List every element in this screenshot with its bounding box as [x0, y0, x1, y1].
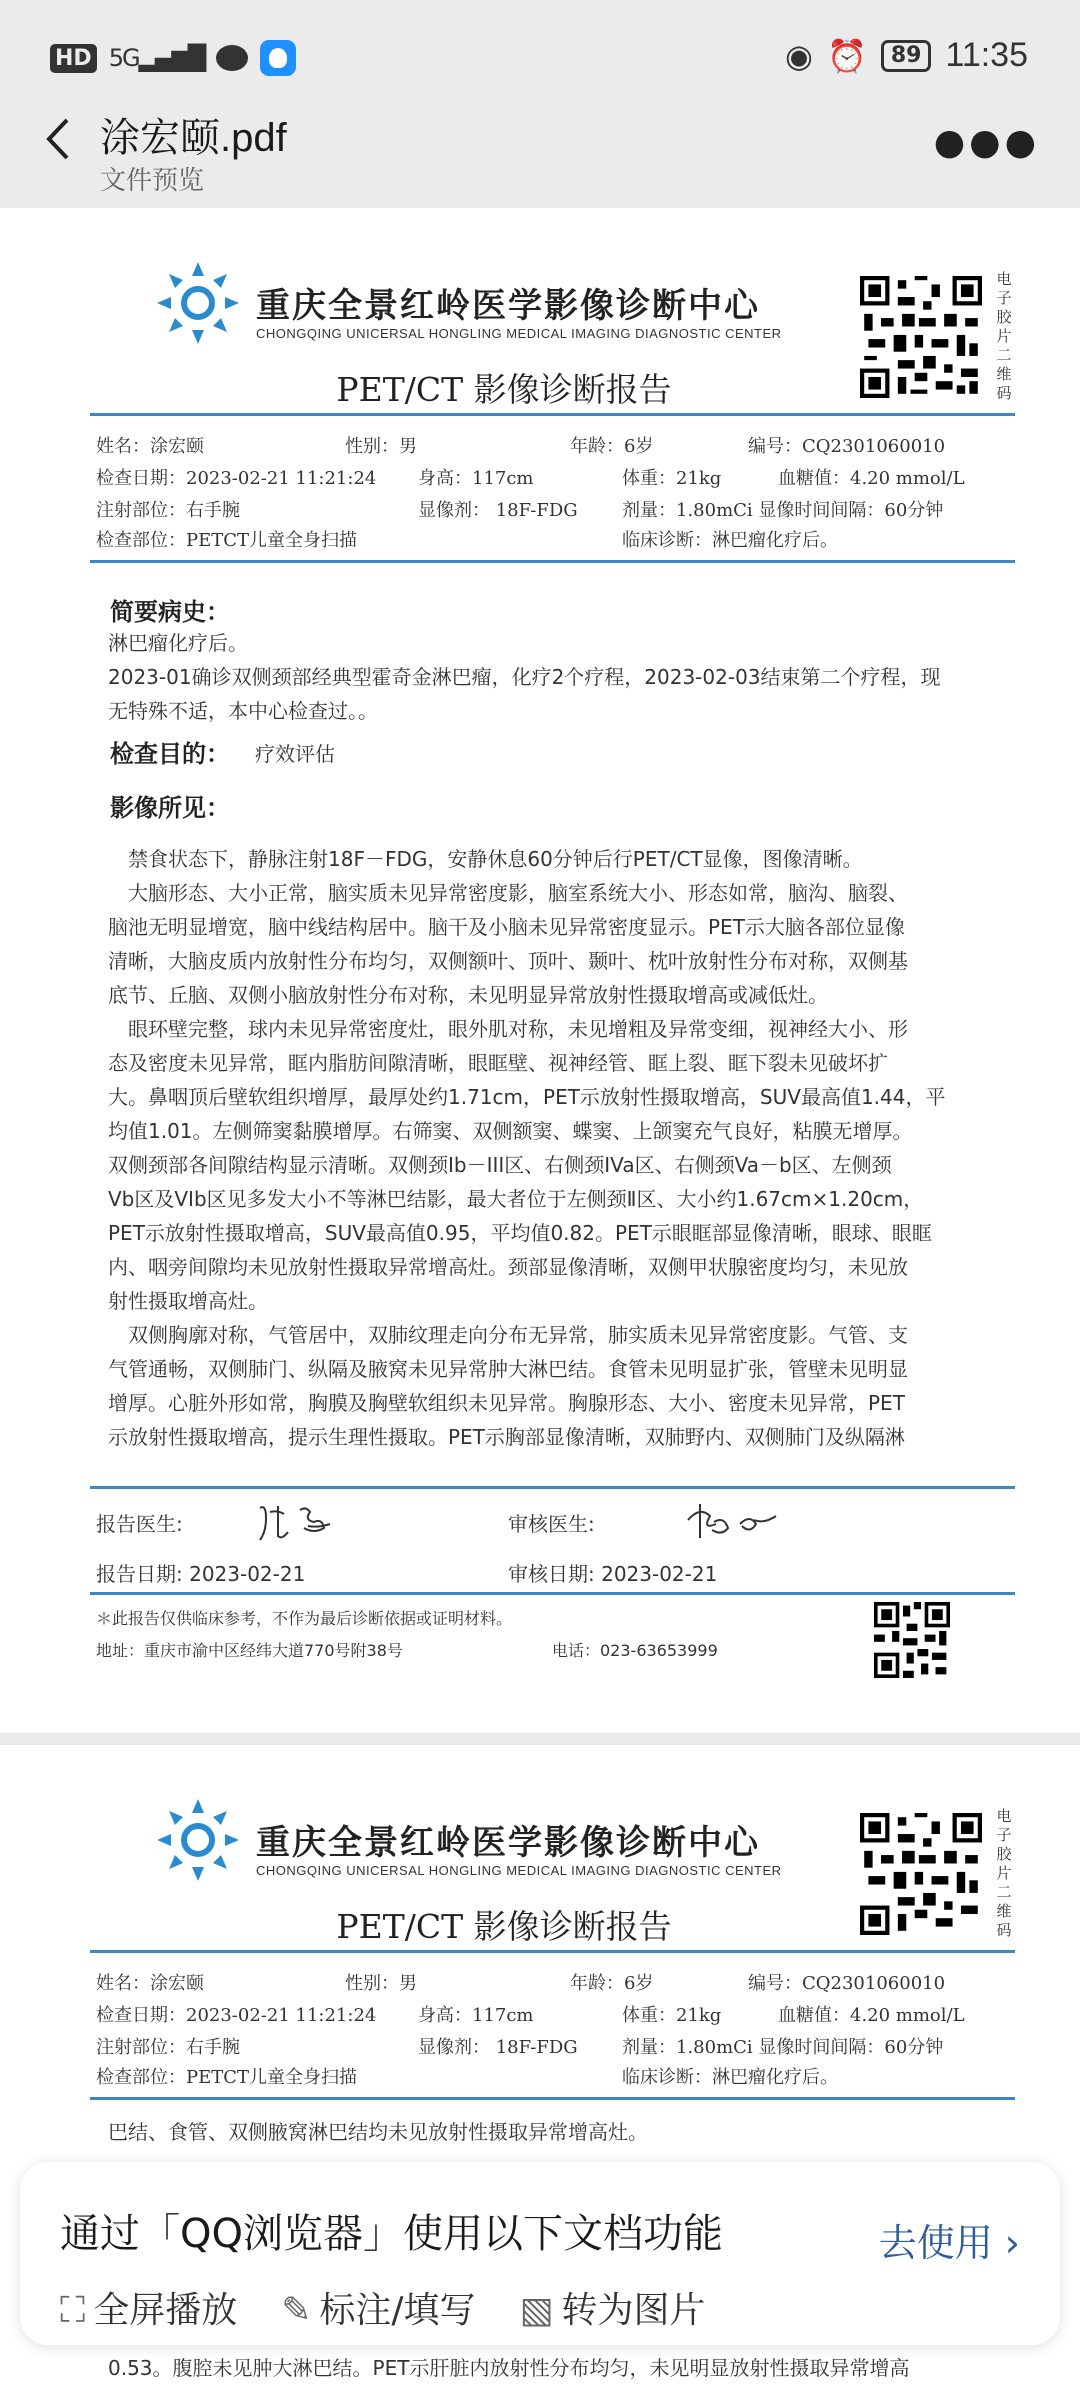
info-height: 身高：117cm [418, 468, 534, 489]
doctor-signature-icon [250, 1498, 350, 1548]
history-line: 淋巴瘤化疗后。 [108, 631, 248, 655]
divider [90, 1592, 1015, 1595]
info-number: 编号：CQ2301060010 [748, 1973, 946, 1994]
org-name-cn: 重庆全景红岭医学影像诊断中心 [256, 1823, 760, 1863]
page2-bottom-line: 0.53。腹腔未见肿大淋巴结。PET示肝脏内放射性分布均匀，未见明显放射性摄取异常增高 [108, 2356, 910, 2380]
alarm-icon: ⏰ [826, 36, 867, 75]
to-image-label: 转为图片 [561, 2290, 706, 2331]
message-icon [216, 45, 248, 71]
address: 地址：重庆市渝中区经纬大道770号附38号 [96, 1641, 403, 1660]
org-name-cn: 重庆全景红岭医学影像诊断中心 [256, 286, 760, 326]
report-title: PET/CT 影像诊断报告 [336, 370, 672, 409]
fullscreen-label: 全屏播放 [93, 2290, 238, 2331]
fullscreen-option[interactable] [60, 2282, 237, 2333]
findings-line: 脑池无明显增宽，脑中线结构居中。脑干及小脑未见异常密度显示。PET示大脑各部位显像 [108, 915, 905, 939]
findings-line: Vb区及VIb区见多发大小不等淋巴结影，最大者位于左侧颈Ⅱ区、大小约1.67cm×1.20cm， [108, 1187, 924, 1211]
divider [90, 413, 1015, 416]
eye-icon: ◉ [785, 36, 813, 75]
info-tracer: 显像剂： 18F-FDG [418, 2037, 578, 2058]
info-exam-date: 检查日期：2023-02-21 11:21:24 [96, 2005, 377, 2026]
divider [90, 560, 1015, 563]
findings-line: 双侧胸廓对称，气管居中，双肺纹理走向分布无异常，肺实质未见异常密度影。气管、支 [108, 1323, 908, 1347]
info-tracer: 显像剂： 18F-FDG [418, 500, 578, 521]
info-dose: 剂量：1.80mCi 显像时间间隔：60分钟 [622, 2037, 944, 2058]
info-exam-part: 检查部位：PETCT儿童全身扫描 [96, 2067, 358, 2088]
info-name: 姓名：涂宏颐 [96, 1973, 204, 1994]
findings-line: PET示放射性摄取增高，SUV最高值0.95，平均值0.82。PET示眼眶部显像清晰，眼球、眼眶 [108, 1221, 932, 1245]
phone: 电话：023-63653999 [552, 1641, 718, 1660]
qr-label: 电子胶片二维码 [996, 1807, 1012, 1939]
divider [90, 1486, 1015, 1489]
hd-badge: HD [50, 44, 97, 73]
purpose-text: 疗效评估 [255, 742, 335, 766]
history-heading: 简要病史： [110, 598, 230, 626]
info-number: 编号：CQ2301060010 [748, 436, 946, 457]
disclaimer: ＊此报告仅供临床参考，不作为最后诊断依据或证明材料。 [96, 1609, 513, 1628]
fullscreen-icon: ⛶ [60, 2290, 86, 2331]
footer-qr-code-icon [874, 1602, 950, 1678]
status-time: 11:35 [945, 36, 1028, 74]
battery-indicator: 89 [881, 40, 932, 72]
qq-app-icon [260, 40, 296, 76]
findings-line: 清晰，大脑皮质内放射性分布均匀，双侧额叶、顶叶、颞叶、枕叶放射性分布对称，双侧基 [108, 949, 908, 973]
network-label: 5G [108, 44, 139, 72]
findings-line: 大。鼻咽顶后壁软组织增厚，最厚处约1.71cm，PET示放射性摄取增高，SUV最高值1.44，平 [108, 1085, 946, 1109]
info-gender: 性别：男 [345, 436, 417, 457]
review-date: 审核日期: 2023-02-21 [508, 1562, 718, 1586]
more-icon: ●●● [933, 122, 1040, 163]
annotate-label: 标注/填写 [319, 2290, 476, 2331]
chevron-right-icon: › [1004, 2221, 1020, 2265]
history-text [108, 626, 988, 728]
history-line: 2023-01确诊双侧颈部经典型霍奇金淋巴瘤，化疗2个疗程，2023-02-03结束第二个疗程，现 [108, 665, 941, 689]
findings-heading: 影像所见： [110, 794, 230, 822]
findings-line: 大脑形态、大小正常，脑实质未见异常密度影，脑室系统大小、形态如常，脑沟、脑裂、 [108, 881, 908, 905]
back-button[interactable] [28, 114, 88, 174]
chevron-left-icon [41, 114, 75, 164]
report-doctor-label: 报告医生: [96, 1512, 183, 1536]
divider [90, 2097, 1015, 2100]
report-title: PET/CT 影像诊断报告 [336, 1907, 672, 1946]
history-line: 无特殊不适，本中心检查过。。 [108, 699, 378, 723]
findings-line: 态及密度未见异常，眶内脂肪间隙清晰，眼眶壁、视神经管、眶上裂、眶下裂未见破坏扩 [108, 1051, 888, 1075]
info-exam-date: 检查日期：2023-02-21 11:21:24 [96, 468, 377, 489]
banner-title: 通过「QQ浏览器」使用以下文档功能 [60, 2211, 723, 2257]
findings-line: 眼环壁完整，球内未见异常密度灶，眼外肌对称，未见增粗及异常变细，视神经大小、形 [108, 1017, 908, 1041]
info-injection-site: 注射部位：右手腕 [96, 2037, 240, 2058]
review-doctor-label: 审核医生: [508, 1512, 595, 1536]
page2-text-line: 巴结、食管、双侧腋窝淋巴结均未见放射性摄取异常增高灶。 [108, 2120, 648, 2144]
hospital-logo-icon [153, 258, 243, 348]
file-title: 涂宏颐.pdf [100, 116, 287, 160]
annotate-option[interactable] [281, 2282, 475, 2333]
findings-text [108, 842, 988, 1454]
findings-line: 双侧颈部各间隙结构显示清晰。双侧颈Ib－III区、右侧颈IVa区、右侧颈Va－b区、左侧颈 [108, 1153, 892, 1177]
info-exam-part: 检查部位：PETCT儿童全身扫描 [96, 530, 358, 551]
findings-line: 增厚。心脏外形如常，胸膜及胸壁软组织未见异常。胸腺形态、大小、密度未见异常，PET [108, 1391, 905, 1415]
info-height: 身高：117cm [418, 2005, 534, 2026]
qq-browser-banner[interactable] [20, 2162, 1060, 2345]
org-name-en: CHONGQING UNICERSAL HONGLING MEDICAL IMAGING DIAGNOSTIC CENTER [256, 326, 782, 341]
org-name-en: CHONGQING UNICERSAL HONGLING MEDICAL IMAGING DIAGNOSTIC CENTER [256, 1863, 782, 1878]
edit-icon: ✎ [281, 2290, 312, 2331]
divider [90, 1950, 1015, 1953]
findings-line: 气管通畅，双侧肺门、纵隔及腋窝未见异常肿大淋巴结。食管未见明显扩张，管壁未见明显 [108, 1357, 908, 1381]
banner-cta-label: 去使用 [878, 2221, 993, 2265]
findings-line: 内、咽旁间隙均未见放射性摄取异常增高灶。颈部显像清晰，双侧甲状腺密度均匀，未见放 [108, 1255, 908, 1279]
info-glucose: 血糖值：4.20 mmol/L [778, 2005, 965, 2026]
info-age: 年龄：6岁 [570, 436, 654, 457]
info-clinical-diagnosis: 临床诊断：淋巴瘤化疗后。 [622, 2067, 838, 2088]
report-date: 报告日期: 2023-02-21 [96, 1562, 306, 1586]
file-subtitle: 文件预览 [100, 166, 205, 196]
findings-line: 示放射性摄取增高，提示生理性摄取。PET示胸部显像清晰，双肺野内、双侧肺门及纵隔淋 [108, 1425, 905, 1449]
banner-use-button[interactable] [879, 2212, 1020, 2267]
pdf-page-1[interactable] [0, 208, 1080, 1733]
info-dose: 剂量：1.80mCi 显像时间间隔：60分钟 [622, 500, 944, 521]
reviewer-signature-icon [680, 1500, 790, 1546]
findings-line: 底节、丘脑、双侧小脑放射性分布对称，未见明显异常放射性摄取增高或减低灶。 [108, 983, 828, 1007]
info-weight: 体重：21kg [622, 468, 722, 489]
findings-line: 均值1.01。左侧筛窦黏膜增厚。右筛窦、双侧额窦、蝶窦、上颌窦充气良好，粘膜无增厚。 [108, 1119, 913, 1143]
image-icon: ▧ [519, 2290, 554, 2331]
info-clinical-diagnosis: 临床诊断：淋巴瘤化疗后。 [622, 530, 838, 551]
findings-line: 射性摄取增高灶。 [108, 1289, 268, 1313]
app-header [0, 100, 1080, 208]
qr-label: 电子胶片二维码 [996, 270, 1012, 402]
info-gender: 性别：男 [345, 1973, 417, 1994]
info-age: 年龄：6岁 [570, 1973, 654, 1994]
hospital-logo-icon [153, 1795, 243, 1885]
more-button[interactable] [934, 122, 1040, 163]
purpose-heading: 检查目的： [110, 740, 230, 768]
info-name: 姓名：涂宏颐 [96, 436, 204, 457]
info-glucose: 血糖值：4.20 mmol/L [778, 468, 965, 489]
findings-line: 禁食状态下，静脉注射18F－FDG，安静休息60分钟后行PET/CT显像，图像清晰。 [108, 847, 863, 871]
to-image-option[interactable] [520, 2282, 706, 2333]
info-injection-site: 注射部位：右手腕 [96, 500, 240, 521]
signal-icon: 5G▂▄▆█ [108, 44, 205, 72]
info-weight: 体重：21kg [622, 2005, 722, 2026]
